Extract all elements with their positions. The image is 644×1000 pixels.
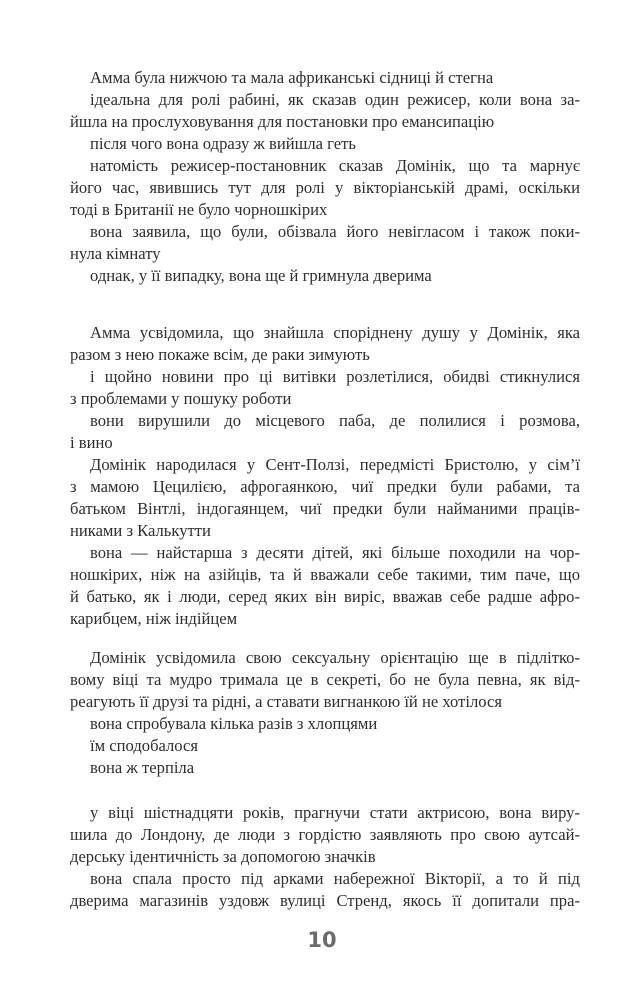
text-line: й батько, як і люди, серед яких він виріс, вважав себе радше афро-: [70, 587, 580, 606]
text-line: вона — найстарша з десяти дітей, які більше походили на чор-: [90, 543, 580, 562]
text-line: Домінік усвідомила свою сексуальну орієнтацію ще в підлітко-: [90, 648, 580, 667]
text-line: батьком Вінтлі, індогаянцем, чиї предки були найманими праців-: [70, 499, 580, 518]
text-line: вона ж терпіла: [90, 758, 195, 777]
text-line: нула кімнату: [70, 244, 161, 263]
text-line: Амма була нижчою та мала африканські сідниці й стегна: [90, 68, 494, 87]
paragraph-block-2: [70, 322, 580, 630]
text-line: ношкірих, ніж на азійців, та й вважали себе такими, тим паче, що: [70, 565, 580, 584]
text-line: дерську ідентичність за допомогою значків: [70, 847, 376, 866]
text-line: Амма усвідомила, що знайшла споріднену душу у Домінік, яка: [90, 323, 580, 342]
paragraph-block-3: [70, 647, 580, 779]
text-line: у віці шістнадцяти років, прагнучи стати актрисою, вона виру-: [90, 803, 580, 822]
text-line: однак, у її випадку, вона ще й гримнула дверима: [90, 266, 432, 285]
text-line: вому віці та мудро тримала це в секреті, бо не була певна, як від-: [70, 670, 580, 689]
text-line: вона спала просто під арками набережної Вікторії, а то й під: [90, 869, 580, 888]
text-line: і щойно новини про ці витівки розлетілися, обидві стикнулися: [90, 367, 580, 386]
text-line: дверима магазинів уздовж вулиці Стренд, якось її допитали пра-: [70, 891, 580, 910]
text-line: з проблемами у пошуку роботи: [70, 389, 292, 408]
page-number: 10: [307, 928, 337, 952]
text-line: карибцем, ніж індійцем: [70, 609, 238, 628]
text-line: тоді в Британії не було чорношкірих: [70, 200, 328, 219]
text-line: після чого вона одразу ж вийшла геть: [90, 134, 356, 153]
text-line: вона заявила, що були, обізвала його невігласом і також поки-: [90, 222, 580, 241]
text-line: йшла на прослуховування для постановки про емансипацію: [70, 112, 495, 131]
text-line: з мамою Цецилією, афрогаянкою, чиї предки були рабами, та: [70, 477, 580, 496]
text-line: вони вирушили до місцевого паба, де полилися і розмова,: [90, 411, 580, 430]
text-line: разом з нею покаже всім, де раки зимують: [70, 345, 370, 364]
text-line: вона спробувала кілька разів з хлопцями: [90, 714, 378, 733]
text-line: і вино: [70, 433, 113, 452]
text-line: реагують її друзі та рідні, а ставати вигнанкою їй не хотілося: [70, 692, 502, 711]
paragraph-block-4: [70, 802, 580, 912]
text-line: ідеальна для ролі рабині, як сказав один режисер, коли вона за-: [90, 90, 580, 109]
text-line: його час, явившись тут для ролі у вікторіанській драмі, оскільки: [70, 178, 580, 197]
text-line: шила до Лондону, де люди з гордістю заявляють про свою аутсай-: [70, 825, 580, 844]
paragraph-block-1: [70, 67, 580, 287]
text-line: никами з Калькутти: [70, 521, 211, 540]
text-line: Домінік народилася у Сент-Ползі, передмісті Бристолю, у сім’ї: [90, 455, 580, 474]
text-line: натомість режисер-постановник сказав Домінік, що та марнує: [90, 156, 580, 175]
text-line: їм сподобалося: [90, 736, 199, 755]
